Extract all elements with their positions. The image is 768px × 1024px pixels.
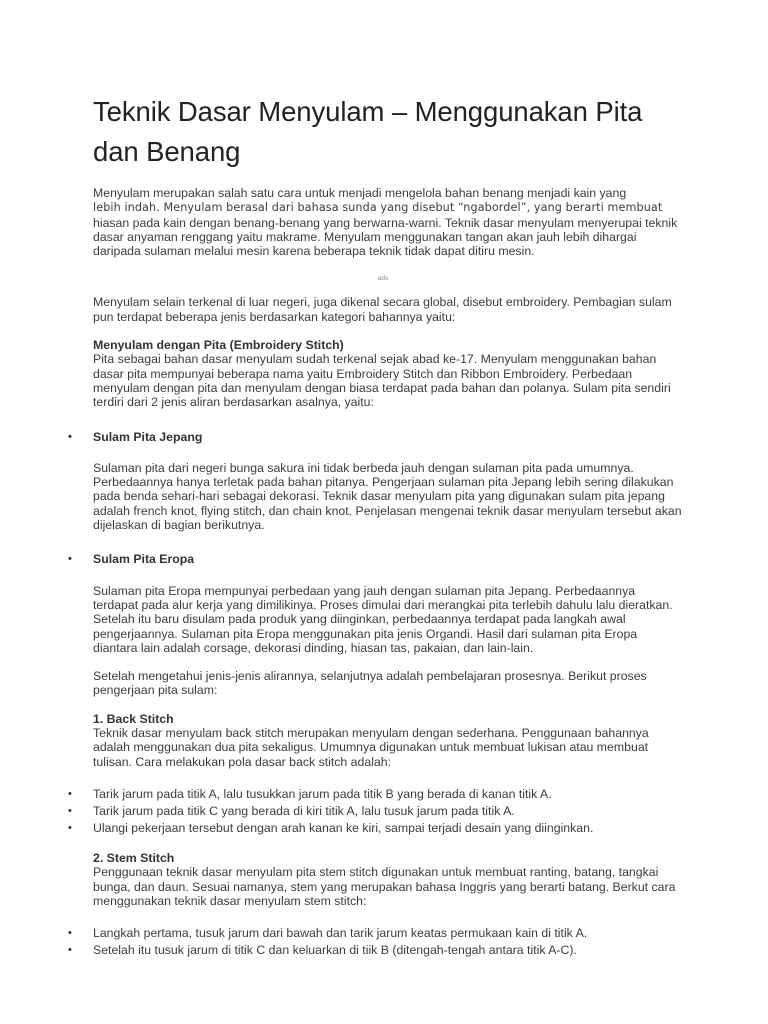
list-item: • Setelah itu tusuk jarum di titik C dan keluarkan di tiik B (ditengah-tengah antara titik A-C). — [68, 943, 577, 958]
list-item: • Ulangi pekerjaan tersebut dengan arah kanan ke kiri, sampai terjadi desain yang diinginkan. — [68, 820, 594, 835]
ads-label: ads — [377, 275, 389, 283]
back-stitch-steps — [68, 786, 683, 837]
heading-stem-stitch: 2. Stem Stitch — [93, 850, 175, 865]
bullet-heading-eropa — [68, 552, 683, 567]
article-title: Teknik Dasar Menyulam – Menggunakan Pita dan Benang — [93, 96, 643, 167]
paragraph-stem-stitch: Penggunaan teknik dasar menyulam pita stem stitch digunakan untuk membuat ranting, batang, tangkai bunga, dan daun. Sesuai namanya, stem yang merupakan bahasa Inggris yang berarti batang. Berkut cara menggunakan teknik dasar menyulam stem stitch: — [93, 865, 676, 908]
bullet-heading-jepang — [68, 429, 683, 444]
heading-embroidery-stitch: Menyulam dengan Pita (Embroidery Stitch) — [93, 338, 344, 353]
paragraph-jepang: Sulaman pita dari negeri bunga sakura ini tidak berbeda jauh dengan sulaman pita pada umumnya. Perbedaannya hanya terletak pada bahan pitanya. Pengerjaan sulaman pita Jepang lebih sering dilakukan pada benda sehari-hari sebagai dekorasi. Teknik dasar menyulam pita yang digunakan sulam pita jepang adalah french knot, flying stitch, dan chain knot. Penjelasan mengenai teknik dasar menyulam tersebut akan dijelaskan di bagian berikutnya. — [93, 460, 682, 533]
heading-sulam-pita-eropa: Sulam Pita Eropa — [93, 552, 195, 567]
intro-paragraph — [93, 186, 683, 258]
bullet-icon: • — [68, 944, 72, 957]
paragraph-global: Menyulam selain terkenal di luar negeri, juga dikenal secara global, disebut embroidery. Pembagian sulam pun terdapat beberapa jenis berdasarkan kategori bahannya yaitu: — [93, 295, 672, 324]
bullet-icon: • — [68, 804, 72, 817]
paragraph-eropa: Sulaman pita Eropa mempunyai perbedaan yang jauh dengan sulaman pita Jepang. Perbedaannya terdapat pada alur kerja yang dimilikinya. Proses dimulai dari merangkai pita terlebih dahulu lalu dieratkan. Setelah itu baru disulam pada produk yang diinginkan, perbedaannya terdapat pada langkah awal pengerjaannya. Sulaman pita Eropa menggunakan pita jenis Organdi. Hasil dari sulaman pita Eropa diantara lain adalah corsage, dekorasi dinding, hiasan tas, pakaian, dan lain-lain. — [93, 583, 673, 655]
bullet-icon: • — [68, 430, 72, 443]
bullet-icon: • — [68, 821, 72, 834]
paragraph-pita: Pita sebagai bahan dasar menyulam sudah terkenal sejak abad ke-17. Menyulam menggunakan bahan dasar pita mempunyai beberapa nama yaitu Embroidery Stitch dan Ribbon Embroidery. Perbedaan menyulam dengan pita dan menyulam dengan biasa terdapat pada bahan dan polanya. Sulam pita sendiri terdiri dari 2 jenis aliran berdasarkan asalnya, yaitu: — [93, 352, 671, 410]
bullet-icon: • — [68, 927, 72, 940]
intro-line-1: Menyulam merupakan salah satu cara untuk menjadi mengelola bahan benang menjadi kain yang — [93, 186, 627, 200]
heading-back-stitch: 1. Back Stitch — [93, 711, 174, 726]
stem-stitch-steps — [68, 925, 683, 959]
bullet-icon: • — [68, 553, 72, 566]
bullet-icon: • — [68, 787, 72, 800]
heading-sulam-pita-jepang: Sulam Pita Jepang — [93, 429, 203, 444]
article-body — [68, 92, 683, 959]
list-item: • Tarik jarum pada titik A, lalu tusukkan jarum pada titik B yang berada di kanan titik A. — [68, 786, 552, 801]
paragraph-back-stitch: Teknik dasar menyulam back stitch merupakan menyulam dengan sederhana. Penggunaan bahannya adalah menggunakan dua pita sekaligus. Umumnya digunakan untuk membuat lukisan atau membuat tulisan. Cara melakukan pola dasar back stitch adalah: — [93, 726, 649, 769]
list-item: • Tarik jarum pada titik C yang berada di kiri titik A, lalu tusuk jarum pada titik A. — [68, 803, 515, 818]
list-item: • Langkah pertama, tusuk jarum dari bawah dan tarik jarum keatas permukaan kain di titik A. — [68, 926, 588, 941]
paragraph-proses: Setelah mengetahui jenis-jenis alirannya, selanjutnya adalah pembelajaran prosesnya. Berikut proses pengerjaan pita sulam: — [93, 669, 647, 698]
intro-line-2: lebih indah. Menyulam berasal dari bahasa sunda yang disebut “ngabordel”, yang berarti membuat — [93, 201, 663, 215]
intro-rest: hiasan pada kain dengan benang-benang yang berwarna-warni. Teknik dasar menyulam menyerupai teknik dasar anyaman renggang yaitu makrame. Menyulam menggunakan tangan akan jauh lebih dihargai daripada sulaman melalui mesin karena beberapa teknik tidak dapat ditiru mesin. — [93, 215, 678, 259]
